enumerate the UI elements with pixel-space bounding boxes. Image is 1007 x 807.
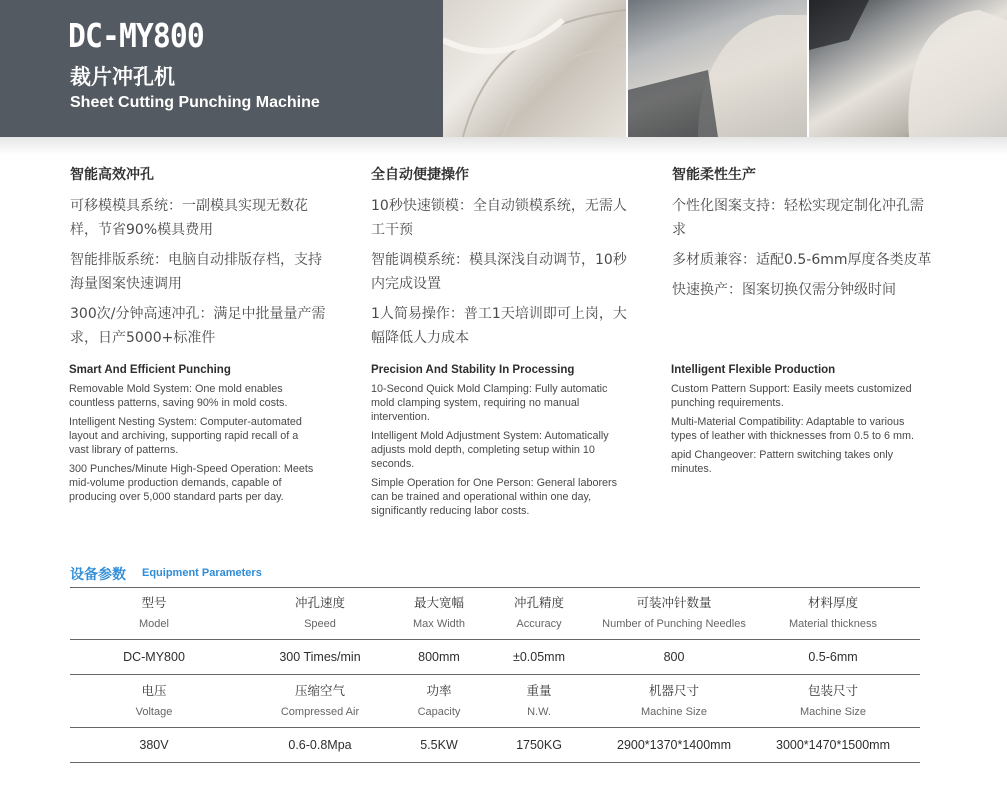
feature-cn-3 xyxy=(672,164,932,308)
feature-title: 智能柔性生产 xyxy=(672,167,756,183)
header-cell: 冲孔速度 Speed xyxy=(294,594,345,630)
params-title-cn: 设备参数 xyxy=(70,567,126,583)
header-banner xyxy=(0,0,1007,137)
header-cell: 材料厚度 Material thickness xyxy=(788,594,878,630)
value-cell: 800 xyxy=(602,640,746,675)
seat-photo-2 xyxy=(628,0,807,137)
feature-item-en: Custom Pattern Support: Easily meets customized punching requirements. xyxy=(671,383,912,409)
feature-item-en: Simple Operation for One Person: General laborers can be trained and operational within one day, significantly reducing labor costs. xyxy=(371,477,618,517)
value-cell: 5.5KW xyxy=(402,728,476,763)
value-cell: 0.5-6mm xyxy=(746,640,920,675)
params-title-en: Equipment Parameters xyxy=(142,567,262,579)
product-title-en: Sheet Cutting Punching Machine xyxy=(70,94,320,111)
value-cell: 2900*1370*1400mm xyxy=(602,728,746,763)
value-cell: ±0.05mm xyxy=(476,640,602,675)
value-cell: 300 Times/min xyxy=(238,640,402,675)
feature-item-en: Removable Mold System: One mold enables countless patterns, saving 90% in mold costs. xyxy=(69,383,288,409)
feature-title-en: Precision And Stability In Processing xyxy=(371,364,575,376)
feature-en-2 xyxy=(371,364,621,523)
feature-item: 可移模模具系统：一副模具实现无数花样，节省90%模具费用 xyxy=(70,198,308,238)
feature-item: 个性化图案支持：轻松实现定制化冲孔需求 xyxy=(672,198,924,238)
value-cell: 1750KG xyxy=(476,728,602,763)
header-cell: 可装冲针数量 Number of Punching Needles xyxy=(602,594,746,630)
table-value-row xyxy=(70,728,920,763)
feature-en-1 xyxy=(69,364,319,509)
value-cell: 0.6-0.8Mpa xyxy=(238,728,402,763)
header-cell: 功率 Capacity xyxy=(417,682,461,718)
table-value-row xyxy=(70,640,920,675)
table-header-row xyxy=(70,675,920,728)
feature-cn-2 xyxy=(371,164,631,356)
feature-item-en: Intelligent Nesting System: Computer-automated layout and archiving, supporting rapid recall of a vast library of patterns. xyxy=(69,416,302,456)
seat-photo-3 xyxy=(809,0,1007,137)
feature-item: 多材质兼容：适配0.5-6mm厚度各类皮革 xyxy=(672,252,932,268)
header-cell: 型号 Model xyxy=(139,594,169,630)
feature-item: 智能调模系统：模具深浅自动调节，10秒内完成设置 xyxy=(371,252,627,292)
header-cell: 包装尺寸 Machine Size xyxy=(799,682,867,718)
seat-photo-1 xyxy=(443,0,626,137)
feature-title-en: Smart And Efficient Punching xyxy=(69,364,231,376)
feature-item-en: apid Changeover: Pattern switching takes only minutes. xyxy=(671,449,894,475)
params-table xyxy=(70,587,920,763)
feature-item: 300次/分钟高速冲孔：满足中批量量产需求，日产5000+标准件 xyxy=(70,306,326,346)
header-cell: 最大宽幅 Max Width xyxy=(413,594,465,630)
model-name: DC-MY800 xyxy=(68,16,204,55)
header-cell: 压缩空气 Compressed Air xyxy=(280,682,360,718)
feature-item-en: Multi-Material Compatibility: Adaptable to various types of leather with thicknesses from 0.5 to 6 mm. xyxy=(671,416,915,442)
feature-title-en: Intelligent Flexible Production xyxy=(671,364,836,376)
header-cell: 机器尺寸 Machine Size xyxy=(640,682,708,718)
feature-item-en: 300 Punches/Minute High-Speed Operation: Meets mid-volume production demands, capable of producing over 5,000 standard parts per day. xyxy=(69,463,314,503)
header-cell: 重量 N.W. xyxy=(526,682,552,718)
feature-en-3 xyxy=(671,364,921,481)
value-cell: 380V xyxy=(70,728,238,763)
table-header-row xyxy=(70,587,920,640)
product-title-cn: 裁片冲孔机 xyxy=(70,65,175,89)
title-block xyxy=(0,0,443,137)
value-cell: 3000*1470*1500mm xyxy=(746,728,920,763)
feature-item-en: 10-Second Quick Mold Clamping: Fully automatic mold clamping system, requiring no manual intervention. xyxy=(371,383,608,423)
value-cell: 800mm xyxy=(402,640,476,675)
header-shadow xyxy=(0,137,1007,155)
feature-title: 智能高效冲孔 xyxy=(70,167,154,183)
feature-item: 智能排版系统：电脑自动排版存档，支持海量图案快速调用 xyxy=(70,252,322,292)
feature-item: 10秒快速锁模：全自动锁模系统，无需人工干预 xyxy=(371,198,627,238)
feature-item: 1人简易操作：普工1天培训即可上岗，大幅降低人力成本 xyxy=(371,306,627,346)
feature-title: 全自动便捷操作 xyxy=(371,167,469,183)
header-cell: 电压 Voltage xyxy=(135,682,173,718)
value-cell: DC-MY800 xyxy=(70,640,238,675)
feature-item: 快速换产：图案切换仅需分钟级时间 xyxy=(672,282,896,298)
header-cell: 冲孔精度 Accuracy xyxy=(513,594,564,630)
feature-item-en: Intelligent Mold Adjustment System: Automatically adjusts mold depth, completing setup within 10 seconds. xyxy=(371,430,609,470)
feature-cn-1 xyxy=(70,164,330,356)
